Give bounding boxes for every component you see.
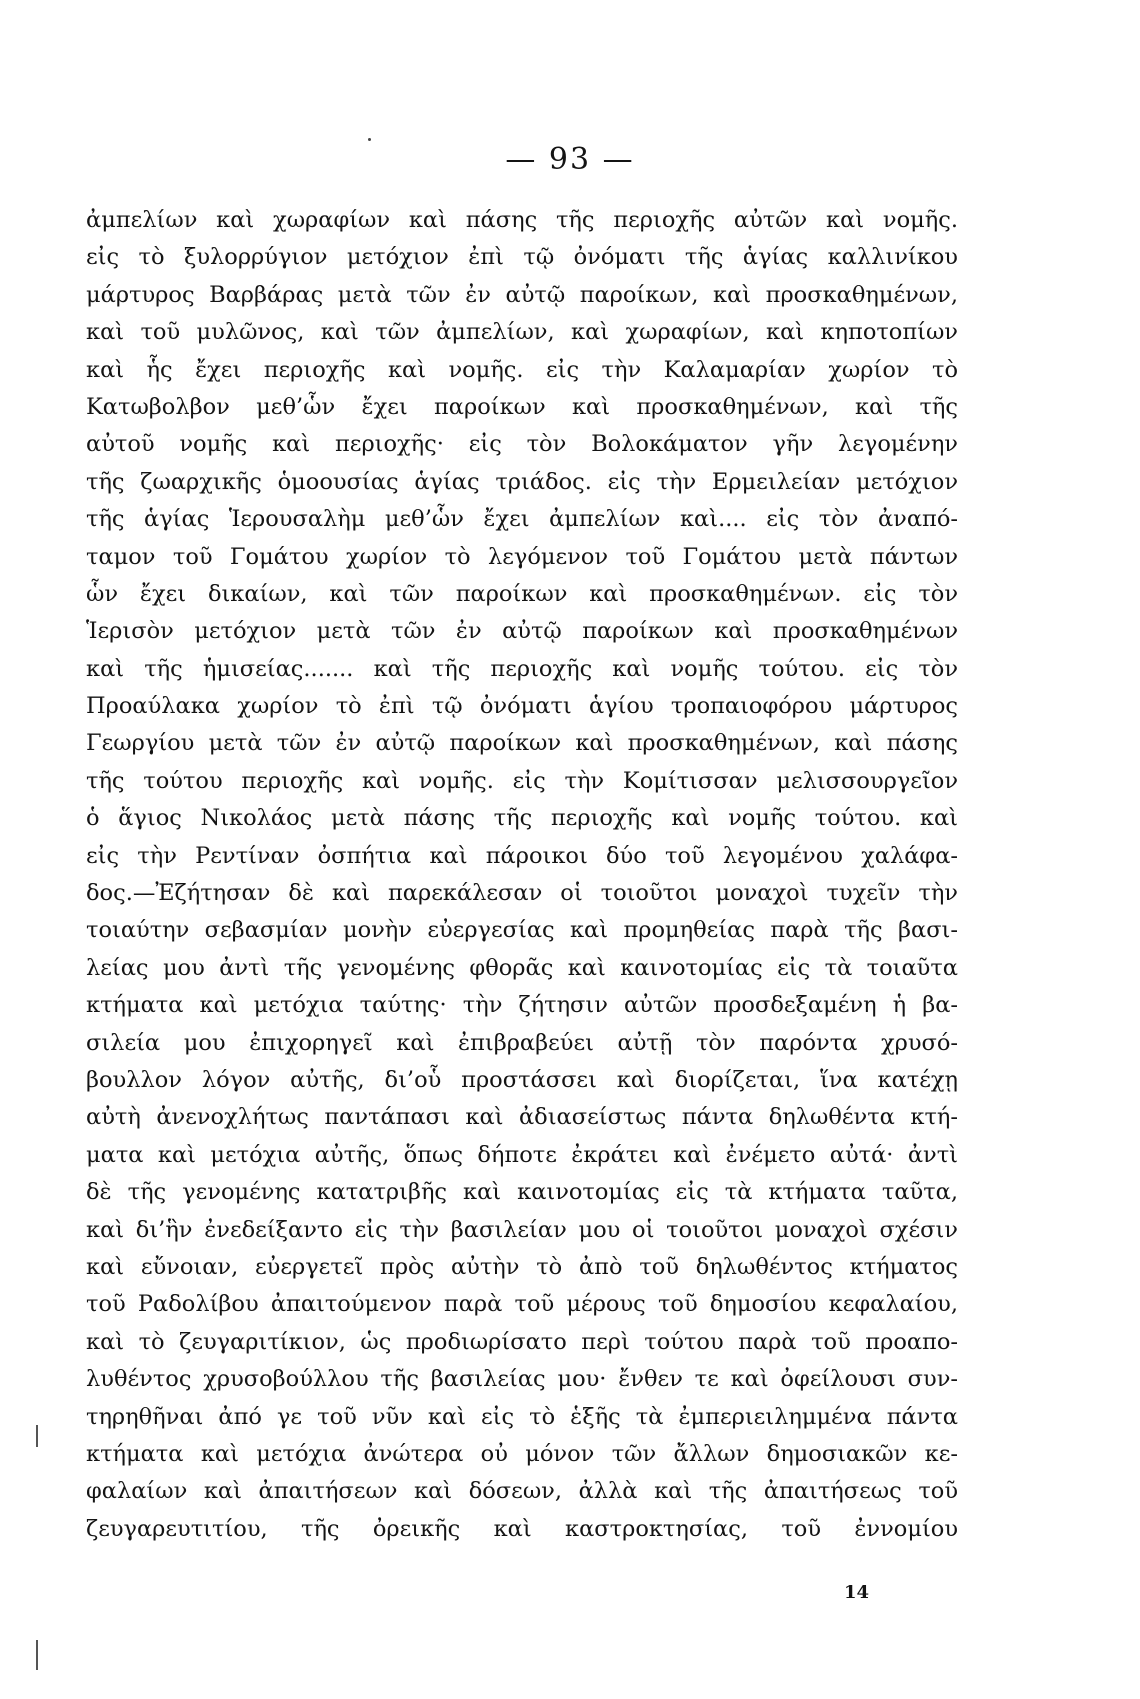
- text-line: σιλεία μου ἐπιχορηγεῖ καὶ ἐπιβραβεύει αὐτῇ τὸν παρόντα χρυσό-: [86, 1029, 958, 1056]
- text-line: Προαύλακα χωρίον τὸ ἐπὶ τῷ ὀνόματι ἁγίου τροπαιοφόρου μάρτυρος: [86, 693, 958, 720]
- text-line: καὶ τὸ ζευγαριτίκιον, ὡς προδιωρίσατο περὶ τούτου παρὰ τοῦ προαπο-: [86, 1328, 958, 1355]
- text-line: ζευγαρευτιτίου, τῆς ὀρεικῆς καὶ καστροκτησίας, τοῦ ἐννομίου: [86, 1515, 958, 1542]
- text-line: λυθέντος χρυσοβούλλου τῆς βασιλείας μου· ἔνθεν τε καὶ ὀφείλουσι συν-: [86, 1366, 958, 1393]
- text-line: δὲ τῆς γενομένης κατατριβῆς καὶ καινοτομίας εἰς τὰ κτήματα ταῦτα,: [86, 1179, 958, 1206]
- text-line: ταμον τοῦ Γομάτου χωρίον τὸ λεγόμενον τοῦ Γομάτου μετὰ πάντων: [86, 543, 958, 570]
- text-line: φαλαίων καὶ ἀπαιτήσεων καὶ δόσεων, ἀλλὰ καὶ τῆς ἀπαιτήσεως τοῦ: [86, 1478, 958, 1505]
- text-line: τοιαύτην σεβασμίαν μονὴν εὐεργεσίας καὶ προμηθείας παρὰ τῆς βασι-: [86, 917, 958, 944]
- margin-mark: [36, 1640, 38, 1670]
- text-line: Κατωβολβον μεθ’ὧν ἔχει παροίκων καὶ προσκαθημένων, καὶ τῆς: [86, 393, 958, 420]
- text-line: βουλλον λόγον αὐτῆς, δι’οὗ προστάσσει καὶ διορίζεται, ἵνα κατέχῃ: [86, 1066, 958, 1093]
- text-line: καὶ ἧς ἔχει περιοχῆς καὶ νομῆς. εἰς τὴν Καλαμαρίαν χωρίον τὸ: [86, 356, 958, 383]
- margin-mark: [36, 1425, 38, 1447]
- text-line: ἀμπελίων καὶ χωραφίων καὶ πάσης τῆς περιοχῆς αὐτῶν καὶ νομῆς.: [86, 207, 958, 233]
- text-line: Γεωργίου μετὰ τῶν ἐν αὐτῷ παροίκων καὶ προσκαθημένων, καὶ πάσης: [86, 730, 958, 757]
- text-line: εἰς τὸ ξυλορρύγιον μετόχιον ἐπὶ τῷ ὀνόματι τῆς ἁγίας καλλινίκου: [86, 244, 958, 271]
- page-number-header: — 93 —: [505, 142, 635, 177]
- text-line: ὁ ἅγιος Νικολάος μετὰ πάσης τῆς περιοχῆς καὶ νομῆς τούτου. καὶ: [86, 805, 958, 832]
- text-line: Ἱερισὸν μετόχιον μετὰ τῶν ἐν αὐτῷ παροίκων καὶ προσκαθημένων: [86, 618, 958, 645]
- text-line: εἰς τὴν Ρεντίναν ὀσπήτια καὶ πάροικοι δύο τοῦ λεγομένου χαλάφα-: [86, 842, 958, 869]
- text-line: καὶ δι’ἣν ἐνεδείξαντο εἰς τὴν βασιλείαν μου οἱ τοιοῦτοι μοναχοὶ σχέσιν: [86, 1216, 958, 1243]
- text-line: δος.—Ἐζήτησαν δὲ καὶ παρεκάλεσαν οἱ τοιοῦτοι μοναχοὶ τυχεῖν τὴν: [86, 880, 958, 907]
- text-line: τῆς ἁγίας Ἱερουσαλὴμ μεθ’ὧν ἔχει ἀμπελίων καὶ.... εἰς τὸν ἀναπό-: [86, 506, 958, 533]
- signature-mark: 14: [844, 1582, 870, 1603]
- text-line: μάρτυρος Βαρβάρας μετὰ τῶν ἐν αὐτῷ παροίκων, καὶ προσκαθημένων,: [86, 281, 958, 308]
- text-line: καὶ εὔνοιαν, εὐεργετεῖ πρὸς αὐτὴν τὸ ἀπὸ τοῦ δηλωθέντος κτήματος: [86, 1253, 958, 1280]
- text-line: λείας μου ἀντὶ τῆς γενομένης φθορᾶς καὶ καινοτομίας εἰς τὰ τοιαῦτα: [86, 954, 958, 981]
- text-line: κτήματα καὶ μετόχια ἀνώτερα οὐ μόνον τῶν ἄλλων δημοσιακῶν κε-: [86, 1440, 958, 1467]
- text-line: κτήματα καὶ μετόχια ταύτης· τὴν ζήτησιν αὐτῶν προσδεξαμένη ἡ βα-: [86, 992, 958, 1019]
- text-line: τηρηθῆναι ἀπό γε τοῦ νῦν καὶ εἰς τὸ ἑξῆς τὰ ἐμπεριειλημμένα πάντα: [86, 1403, 958, 1430]
- text-line: τῆς τούτου περιοχῆς καὶ νομῆς. εἰς τὴν Κομίτισσαν μελισσουργεῖον: [86, 767, 958, 794]
- text-line: καὶ τῆς ἡμισείας....... καὶ τῆς περιοχῆς καὶ νομῆς τούτου. εἰς τὸν: [86, 655, 958, 682]
- text-line: αὐτοῦ νομῆς καὶ περιοχῆς· εἰς τὸν Βολοκάματον γῆν λεγομένην: [86, 431, 958, 458]
- text-line: τῆς ζωαρχικῆς ὁμοουσίας ἁγίας τριάδος. εἰς τὴν Ερμειλείαν μετόχιον: [86, 468, 958, 495]
- stray-dot: [368, 138, 371, 141]
- body-text: [86, 202, 958, 1548]
- text-line: αὐτὴ ἀνενοχλήτως παντάπασι καὶ ἀδιασείστως πάντα δηλωθέντα κτή-: [86, 1104, 958, 1131]
- text-line: ὧν ἔχει δικαίων, καὶ τῶν παροίκων καὶ προσκαθημένων. εἰς τὸν: [86, 580, 958, 607]
- text-line: ματα καὶ μετόχια αὐτῆς, ὅπως δήποτε ἐκράτει καὶ ἐνέμετο αὐτά· ἀντὶ: [86, 1141, 958, 1168]
- text-line: καὶ τοῦ μυλῶνος, καὶ τῶν ἀμπελίων, καὶ χωραφίων, καὶ κηποτοπίων: [86, 319, 958, 346]
- text-line: τοῦ Ραδολίβου ἀπαιτούμενον παρὰ τοῦ μέρους τοῦ δημοσίου κεφαλαίου,: [86, 1291, 958, 1318]
